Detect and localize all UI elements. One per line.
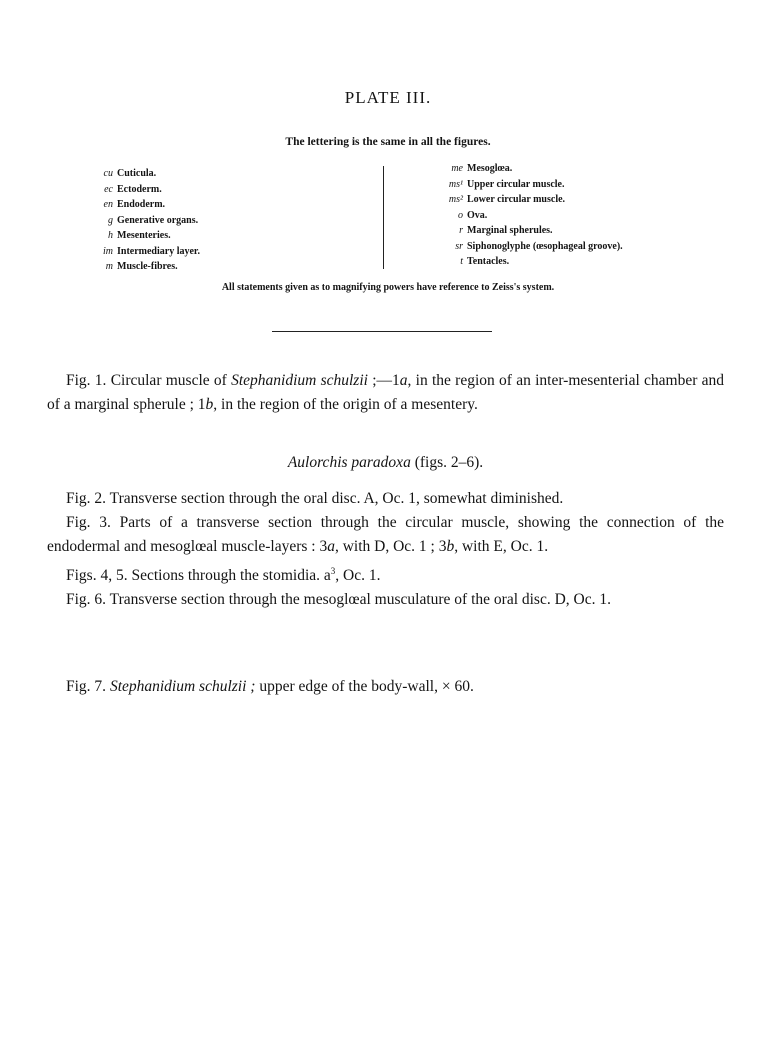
species-subheading: Aulorchis paradoxa (figs. 2–6).: [287, 454, 484, 471]
magnification-note: All statements given as to magnifying powers have reference to Zeiss's system.: [221, 282, 555, 293]
horizontal-rule: [272, 331, 492, 332]
figure-6-caption: Fig. 6. Transverse section through the mesoglœal musculature of the oral disc. D, Oc. 1.: [66, 591, 611, 609]
figure-1-caption: Fig. 1. Circular muscle of Stephanidium schulzii ;—1a, in the region of an inter-mesenterial chamber and of a marginal spherule ; 1b, in the region of the origin of a mesentery.: [47, 372, 725, 413]
legend-left: [76, 166, 200, 275]
figure-2-caption: Fig. 2. Transverse section through the oral disc. A, Oc. 1, somewhat diminished.: [66, 490, 564, 507]
figures-2-6-captions: [47, 487, 724, 612]
legend-item: ms² Lower circular muscle.: [448, 194, 566, 205]
legend-item: g Generative organs.: [108, 214, 199, 226]
legend-item: r Marginal spherules.: [459, 225, 553, 236]
legend-item: ec Ectoderm.: [104, 183, 162, 195]
figure-4-5-caption: Figs. 4, 5. Sections through the stomidia. $a^3$, Oc. 1.: [66, 566, 381, 585]
legend-item: t Tentacles.: [460, 256, 510, 267]
legend-item: sr Siphonoglyphe (œsophageal groove).: [455, 240, 623, 252]
plate-title: PLATE III.: [344, 88, 432, 107]
legend-item: me Mesoglœa.: [451, 163, 513, 174]
legend-item: im Intermediary layer.: [103, 245, 200, 257]
legend-item: ms¹ Upper circular muscle.: [448, 178, 565, 190]
legend-item: h Mesenteries.: [108, 230, 171, 241]
plate-subtitle: The lettering is the same in all the figures.: [285, 136, 491, 148]
figure-7-caption: Fig. 7. Stephanidium schulzii ; upper edge of the body-wall, × 60.: [66, 678, 474, 695]
legend-item: o Ova.: [458, 209, 488, 221]
figure-3-caption: Fig. 3. Parts of a transverse section through the circular muscle, showing the connection of the endodermal and mesoglœal muscle-layers : 3a, with D, Oc. 1 ; 3b, with E, Oc. 1.: [47, 514, 724, 555]
legend-item: m Muscle-fibres.: [105, 261, 178, 272]
legend-item: en Endoderm.: [103, 199, 166, 210]
legend-right: [430, 161, 623, 270]
legend-item: cu Cuticula.: [103, 168, 157, 179]
legend-divider: [383, 166, 384, 269]
